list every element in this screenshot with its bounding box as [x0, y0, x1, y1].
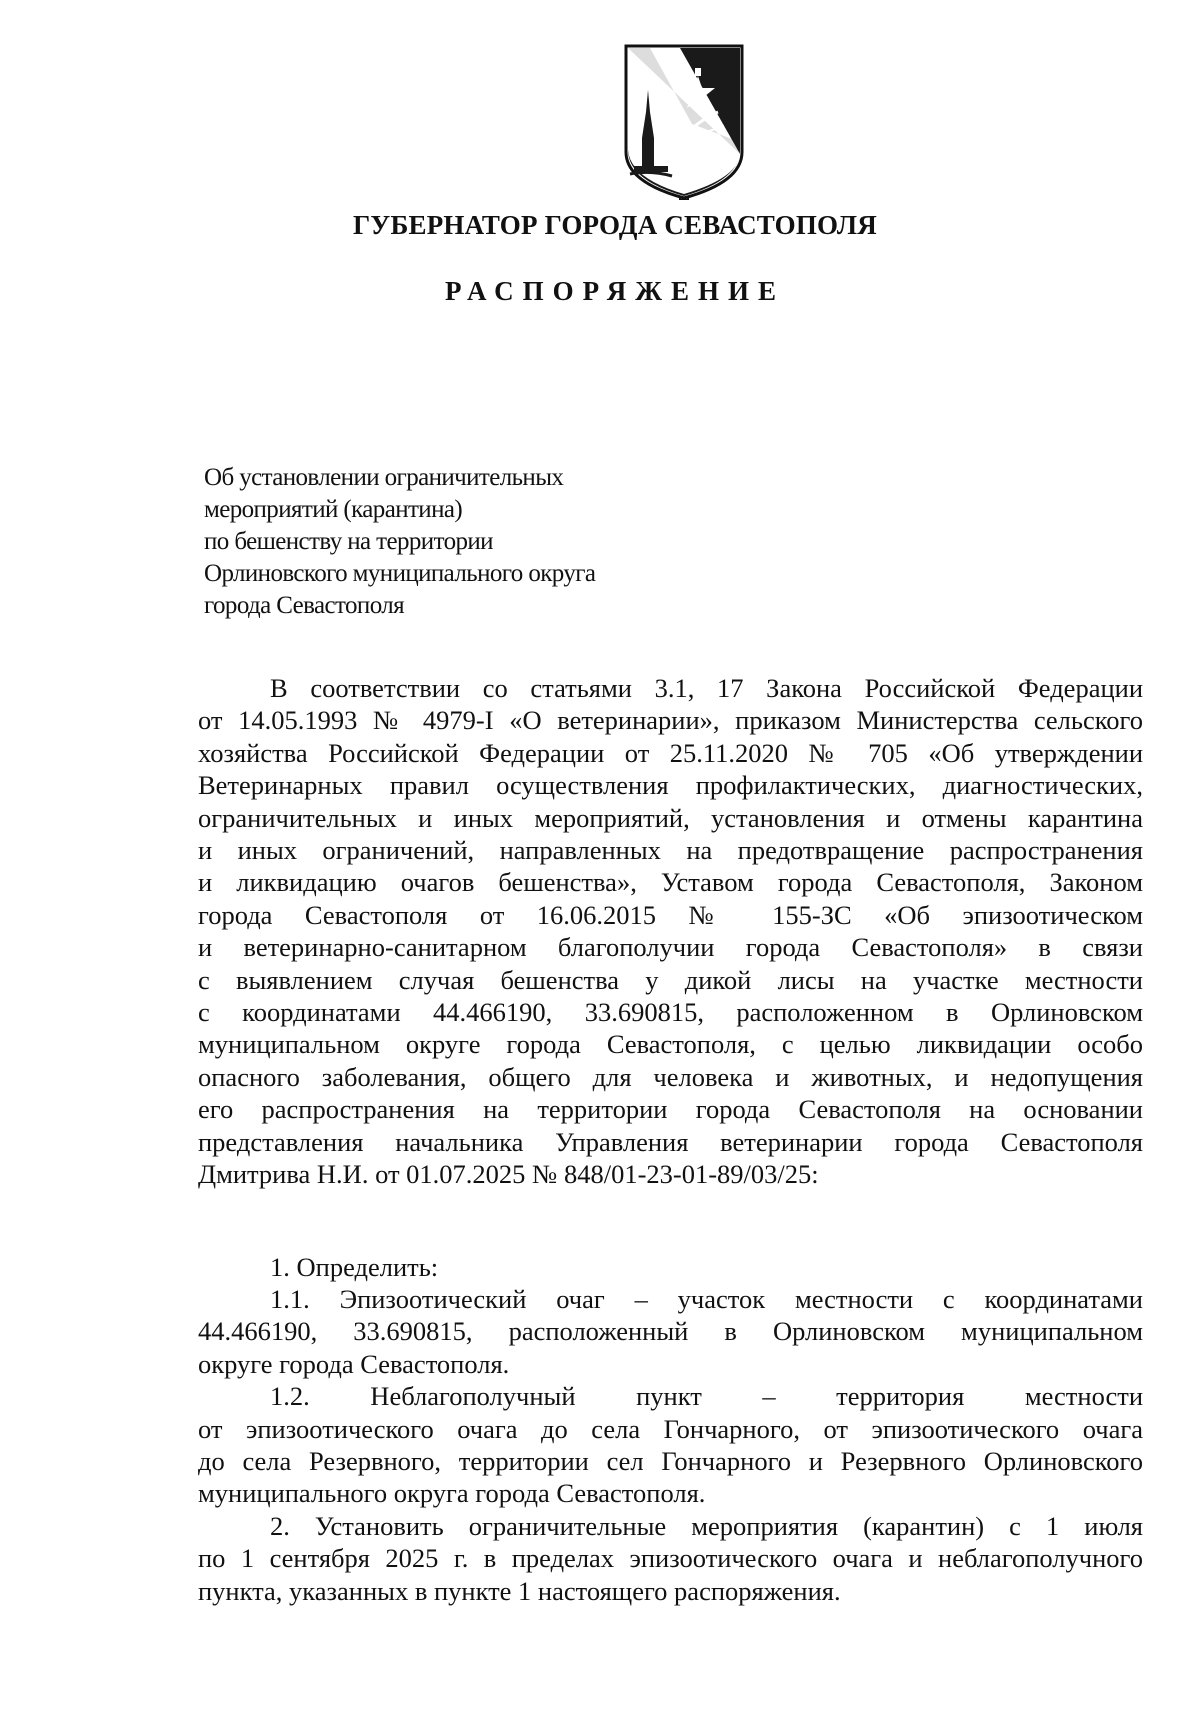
item-1-2-line: 1.2. Неблагополучный пункт – территория местности	[270, 1381, 1143, 1412]
preamble-line: его распространения на территории города Севастополя на основании	[198, 1094, 1143, 1125]
item-1-1-line: округе города Севастополя.	[198, 1348, 510, 1379]
item-1-1-line: 1.1. Эпизоотический очаг – участок местности с координатами	[270, 1283, 1143, 1314]
preamble-line: с координатами 44.466190, 33.690815, расположенном в Орлиновском	[198, 997, 1143, 1028]
preamble-line: опасного заболевания, общего для человека и животных, и недопущения	[198, 1061, 1143, 1092]
preamble-line: ограничительных и иных мероприятий, установления и отмены карантина	[198, 802, 1143, 833]
preamble-line: представления начальника Управления ветеринарии города Севастополя	[198, 1126, 1143, 1157]
preamble-line: и иных ограничений, направленных на предотвращение распространения	[198, 835, 1143, 866]
sevastopol-coat-of-arms-icon	[620, 42, 748, 200]
document-type: РАСПОРЯЖЕНИЕ	[444, 276, 786, 306]
item-2-line: пункта, указанных в пункте 1 настоящего распоряжения.	[198, 1575, 841, 1606]
item-1-2-line: от эпизоотического очага до села Гончарного, от эпизоотического очага	[198, 1413, 1143, 1444]
preamble-line: города Севастополя от 16.06.2015 № 155-ЗС «Об эпизоотическом	[198, 899, 1143, 930]
document-body	[198, 672, 1143, 1607]
issuer-title: ГУБЕРНАТОР ГОРОДА СЕВАСТОПОЛЯ	[353, 210, 877, 240]
subject-line: города Севастополя	[204, 592, 405, 619]
subject-line: по бешенству на территории	[204, 528, 493, 555]
subject-block	[204, 462, 764, 622]
subject-line: Об установлении ограничительных	[204, 464, 564, 491]
item-1-1-line: 44.466190, 33.690815, расположенный в Орлиновском муниципальном	[198, 1316, 1143, 1347]
preamble-line: хозяйства Российской Федерации от 25.11.2020 № 705 «Об утверждении	[198, 737, 1143, 768]
preamble-line: Ветеринарных правил осуществления профилактических, диагностических,	[198, 770, 1143, 801]
preamble-line: Дмитрива Н.И. от 01.07.2025 № 848/01-23-01-89/03/25:	[198, 1159, 819, 1190]
subject-line: мероприятий (карантина)	[204, 496, 463, 523]
preamble-line: и ликвидацию очагов бешенства», Уставом города Севастополя, Законом	[198, 867, 1143, 898]
preamble-line: В соответствии со статьями 3.1, 17 Закона Российской Федерации	[270, 673, 1143, 703]
item-1-2-line: до села Резервного, территории сел Гончарного и Резервного Орлиновского	[198, 1445, 1143, 1476]
preamble-line: муниципальном округе города Севастополя, с целью ликвидации особо	[198, 1029, 1143, 1060]
item-2-line: по 1 сентября 2025 г. в пределах эпизоотического очага и неблагополучного	[198, 1543, 1143, 1574]
preamble-line: и ветеринарно-санитарном благополучии города Севастополя» в связи	[198, 932, 1143, 963]
item-2-line: 2. Установить ограничительные мероприятия (карантин) с 1 июля	[270, 1510, 1143, 1541]
preamble-line: от 14.05.1993 № 4979-I «О ветеринарии», приказом Министерства сельского	[198, 705, 1143, 736]
item-1-2-line: муниципального округа города Севастополя.	[198, 1478, 706, 1509]
paragraph-gap	[198, 1191, 1143, 1251]
subject-line: Орлиновского муниципального округа	[204, 560, 596, 587]
preamble-line: с выявлением случая бешенства у дикой лисы на участке местности	[198, 964, 1143, 995]
item-1: 1. Определить:	[270, 1251, 439, 1282]
